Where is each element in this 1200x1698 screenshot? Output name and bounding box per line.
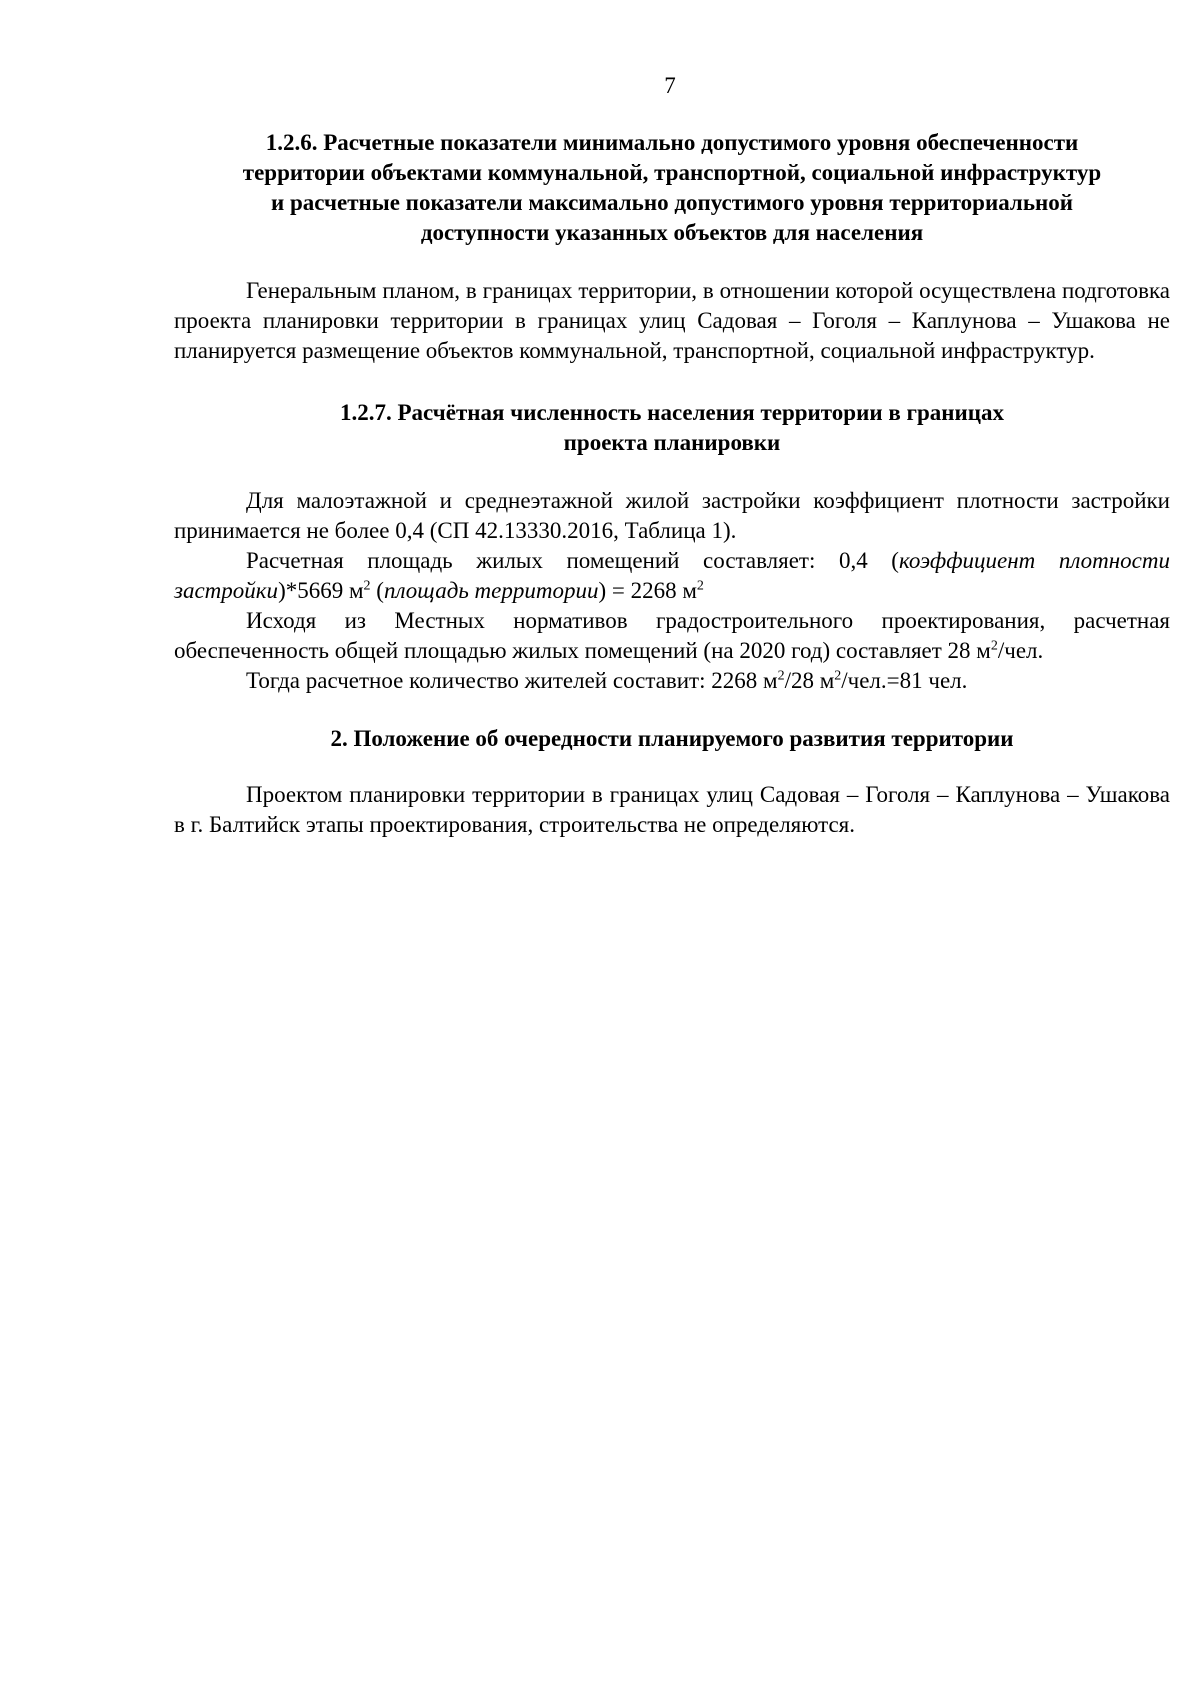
section-127-paragraph-area <box>174 546 1170 606</box>
section-126-paragraph: Генеральным планом, в границах территории, в отношении которой осуществлена подготовка проекта планировки территории в границах улиц Садовая – Гоголя – Каплунова – Ушакова не планируется размещение объектов коммунальной, транспортной, социальной инфраструктур. <box>174 278 1170 363</box>
spacer <box>174 696 1170 724</box>
superscript: 2 <box>834 668 842 684</box>
spacer <box>174 248 1170 276</box>
text-run: )*5669 м <box>278 578 364 603</box>
section-126-heading-line: доступности указанных объектов для населения <box>420 220 924 245</box>
section-2-heading <box>174 724 1170 754</box>
text-run-italic: коэффициент плотности застройки <box>174 548 1170 603</box>
section-126-heading <box>174 128 1170 248</box>
page-number: 7 <box>664 73 676 98</box>
section-127-paragraph-density: Для малоэтажной и среднеэтажной жилой застройки коэффициент плотности застройки принимается не более 0,4 (СП 42.13330.2016, Таблица 1). <box>174 488 1170 543</box>
section-127-heading <box>312 398 1032 458</box>
section-126-heading-line: территории объектами коммунальной, транспортной, социальной инфраструктур <box>242 160 1102 185</box>
spacer <box>174 458 1170 486</box>
text-run: Расчетная площадь жилых помещений составляет: 0,4 ( <box>246 548 899 573</box>
text-run: Тогда расчетное количество жителей составит: 2268 м <box>246 668 778 693</box>
section-127-heading-line: проекта планировки <box>563 430 781 455</box>
section-127-paragraph-residents <box>174 666 1170 696</box>
text-run: /чел. <box>997 638 1044 663</box>
spacer <box>174 754 1170 780</box>
superscript: 2 <box>363 578 371 594</box>
text-run: /чел.=81 чел. <box>841 668 968 693</box>
superscript: 2 <box>990 638 998 654</box>
document-body <box>174 128 1170 840</box>
text-run: Исходя из Местных нормативов градостроительного проектирования, расчетная обеспеченность общей площадью жилых помещений (на 2020 год) составляет 28 м <box>174 608 1170 663</box>
text-run: /28 м <box>784 668 835 693</box>
section-2-heading-line: 2. Положение об очередности планируемого развития территории <box>330 726 1014 751</box>
section-2-paragraph: Проектом планировки территории в границах улиц Садовая – Гоголя – Каплунова – Ушакова в г. Балтийск этапы проектирования, строительства не определяются. <box>174 782 1170 837</box>
section-126-heading-line: и расчетные показатели максимально допустимого уровня территориальной <box>271 190 1073 215</box>
section-127-paragraph-norms <box>174 606 1170 666</box>
spacer <box>174 366 1170 398</box>
text-run: ) = 2268 м <box>598 578 697 603</box>
superscript: 2 <box>696 578 704 594</box>
section-127-heading-line: 1.2.7. Расчётная численность населения территории в границах <box>340 400 1004 425</box>
superscript: 2 <box>777 668 785 684</box>
section-126-heading-line: 1.2.6. Расчетные показатели минимально допустимого уровня обеспеченности <box>265 130 1079 155</box>
text-run: ( <box>370 578 384 603</box>
text-run-italic: площадь территории <box>383 578 599 603</box>
